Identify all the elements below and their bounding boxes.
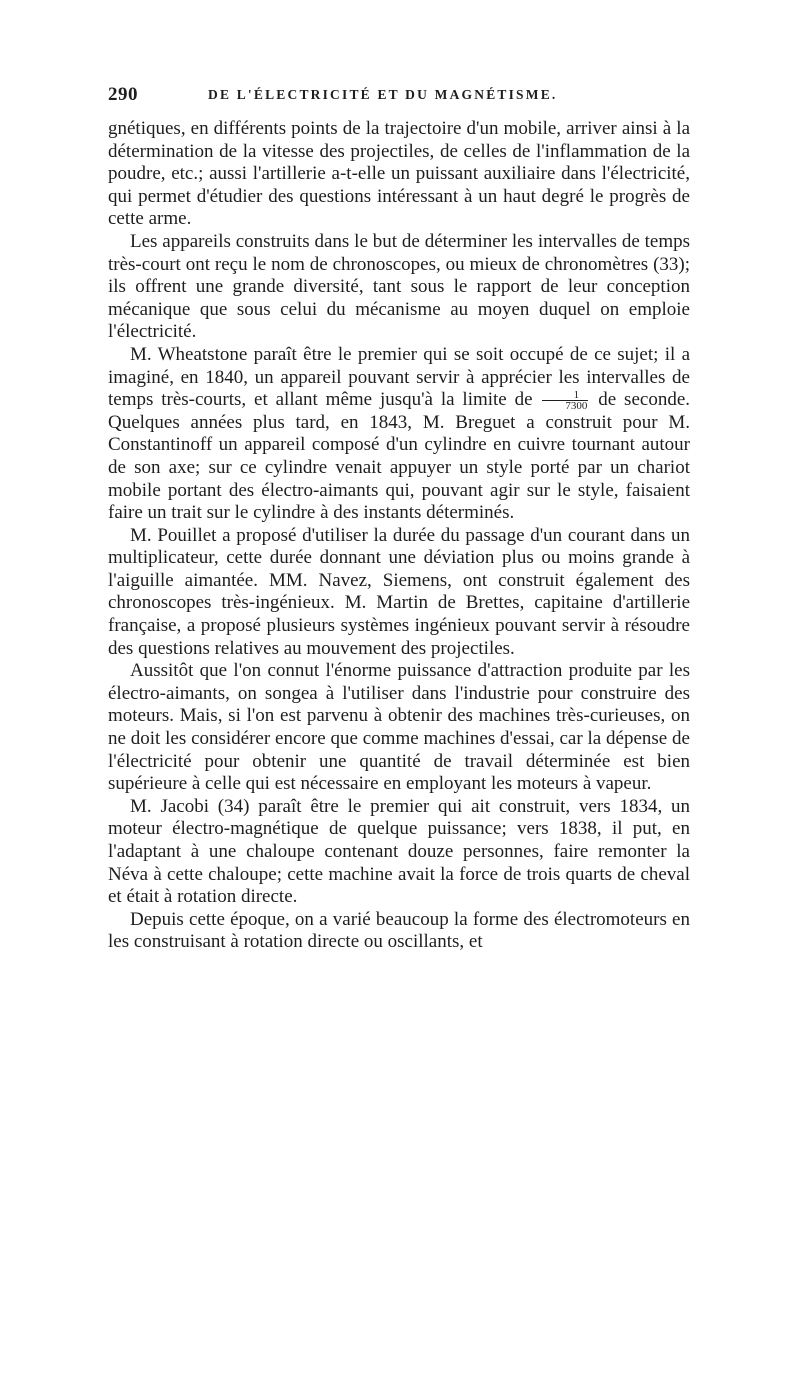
paragraph-jacobi: M. Jacobi (34) paraît être le premier qui ait construit, vers 1834, un moteur électro-magnétique de quelque puissance; vers 1838, il put, en l'adaptant à une chaloupe contenant douze personnes, faire remonter la Néva à cette chaloupe; cette machine avait la force de trois quarts de cheval et était à rotation directe. — [108, 795, 690, 908]
fraction-numerator: 1 — [542, 390, 588, 401]
paragraph-wheatstone-part-2: de seconde. Quelques années plus tard, en 1843, M. Breguet a construit pour M. Constantinoff un appareil composé d'un cylindre en cuivre tournant autour de son axe; sur ce cylindre venait appuyer un style porté par un chariot mobile portant des électro-aimants qui, pouvant agir sur le style, faisaient faire un trait sur le cylindre à des instants déterminés. — [108, 389, 691, 524]
paragraph-wheatstone-part-1: M. Wheatstone paraît être le premier qui se soit occupé de ce sujet; il a imaginé, en 1840, un appareil pouvant servir à apprécier les intervalles de temps très-courts, et allant même jusqu'à la limite de — [108, 343, 690, 411]
fraction-denominator: 7300 — [565, 400, 588, 413]
paragraph-electro-aimants: Aussitôt que l'on connut l'énorme puissance d'attraction produite par les électro-aimants, on songea à l'utiliser dans l'industrie pour construire des moteurs. Mais, si l'on est parvenu à obtenir des machines très-curieuses, on ne doit les considérer encore que comme machines d'essai, car la dépense de l'électricité pour obtenir une quantité de travail déterminée est bien supérieure à celle qui est nécessaire en employant les moteurs à vapeur. — [108, 660, 690, 795]
body-text — [108, 118, 690, 954]
paragraph-continuation: gnétiques, en différents points de la trajectoire d'un mobile, arriver ainsi à la détermination de la vitesse des projectiles, de celles de l'inflammation de la poudre, etc.; aussi l'artillerie a-t-elle un puissant auxiliaire dans l'électricité, qui permet d'étudier des questions intéressant à un haut degré le progrès de cette arme. — [108, 118, 690, 230]
paragraph-wheatstone — [108, 344, 690, 525]
paragraph-pouillet: M. Pouillet a proposé d'utiliser la durée du passage d'un courant dans un multiplicateur, cette durée donnant une déviation plus ou moins grande à l'aiguille aimantée. MM. Navez, Siemens, ont construit également des chronoscopes très-ingénieux. M. Martin de Brettes, capitaine d'artillerie française, a proposé plusieurs systèmes ingénieux pouvant servir à résoudre des questions relatives au mouvement des projectiles. — [108, 524, 690, 659]
paragraph-electromoteurs: Depuis cette époque, on a varié beaucoup la forme des électromoteurs en les construisant à rotation directe ou oscillants, et — [108, 908, 690, 953]
running-title: DE L'ÉLECTRICITÉ ET DU MAGNÉTISME. — [208, 87, 558, 102]
paragraph-chronoscopes: Les appareils construits dans le but de déterminer les intervalles de temps très-court ont reçu le nom de chronoscopes, ou mieux de chronomètres (33); ils offrent une grande diversité, tant sous le rapport de leur conception mécanique que sous celui du mécanisme au moyen duquel on emploie l'électricité. — [108, 230, 690, 343]
page-header — [108, 84, 690, 108]
fraction — [542, 390, 588, 411]
page-number: 290 — [108, 84, 138, 105]
